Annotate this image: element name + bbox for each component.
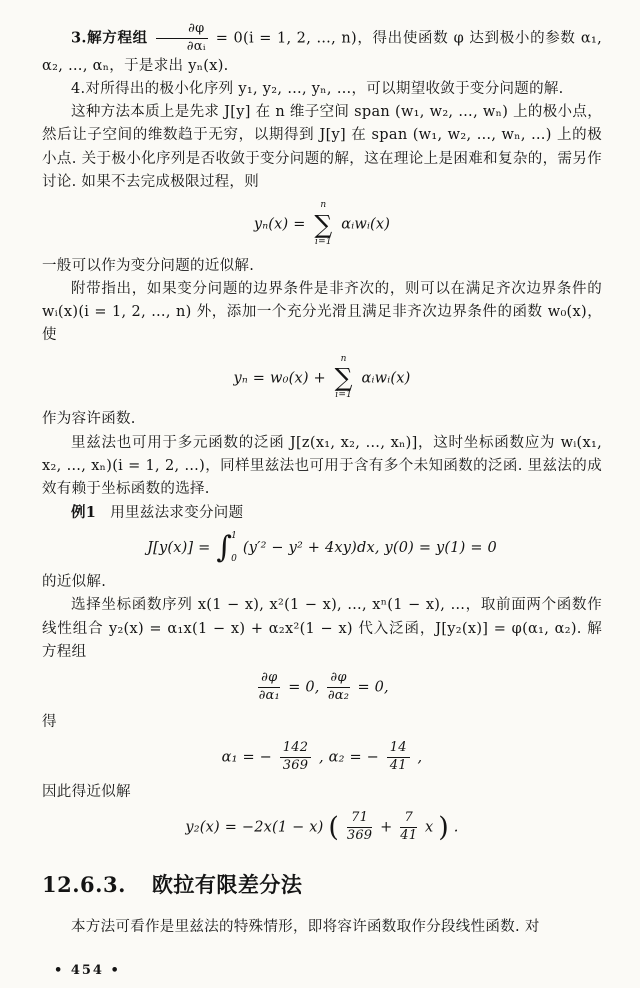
formula-J-rhs: (y′² − y² + 4xy)dx, y(0) = y(1) = 0 — [242, 540, 497, 557]
formula-yn2-rhs: αᵢwᵢ(x) — [361, 369, 411, 386]
paragraph-choose-basis — [42, 594, 602, 664]
paragraph-de — [42, 711, 602, 734]
sum-lower-limit: i=1 — [315, 236, 332, 247]
fraction-dphi-dalpha2: $\frac{\partial\varphi}{\text{∂α₂}}$ — [327, 670, 350, 703]
list-item-4 — [42, 78, 602, 101]
inline-fraction-dphi-dalphai: $\frac{\partial\varphi}{\text{∂αᵢ}}$ — [156, 22, 207, 55]
paragraph-outro — [42, 571, 602, 594]
final-text: 本方法可看作是里兹法的特殊情形，即将容许函数取作分段线性函数. 对 — [71, 918, 540, 935]
formula-J-lhs: J[y(x)] = — [147, 540, 211, 557]
example-intro-text: 用里兹法求变分问题 — [110, 505, 244, 522]
open-paren: ( — [328, 812, 340, 844]
paragraph-admissible — [42, 408, 602, 431]
integral-symbol: ∫ — [216, 530, 233, 566]
thus-text: 因此得近似解 — [42, 783, 131, 800]
admissible-text: 作为容许函数. — [42, 411, 136, 428]
example-heading — [42, 501, 602, 525]
de-text: 得 — [42, 713, 57, 730]
formula-yn-rhs: αᵢwᵢ(x) — [341, 216, 391, 233]
sigma-symbol: ∑ — [314, 209, 333, 239]
approx-text: 一般可以作为变分问题的近似解. — [42, 257, 255, 274]
y2-variable: x — [425, 819, 434, 836]
choose-text: 选择坐标函数序列 x(1 − x), x²(1 − x), …, xⁿ(1 − x), …，取前面两个函数作线性组合 y₂(x) = α₁x(1 − x) + α₂x²(1 − x) 代入泛函，J[y₂(x)] = φ(α₁, α₂). 解方程组 — [42, 597, 602, 660]
y2-lhs: y₂(x) = −2x(1 − x) — [185, 819, 324, 836]
outro-text: 的近似解. — [42, 574, 107, 591]
alpha1-lhs: α₁ = − — [221, 749, 272, 766]
integral-lower-limit: 0 — [231, 554, 238, 565]
fraction-7-41: $\frac{7}{41}$ — [400, 810, 418, 844]
paragraph-final — [42, 916, 602, 939]
paragraph-ritz-extension — [42, 432, 602, 502]
method-text: 这种方法本质上是先求 J[y] 在 n 维子空间 span (w₁, w₂, …, wₙ) 上的极小点，然后让子空间的维数趋于无穷，以期得到 J[y] 在 span (w₁, w₂, …, wₙ, …) 上的极小点. 关于极小化序列是否收敛于变分问题的解，这在理论上是困难和复杂的，需另作讨论. 如果不去完成极限过程，则 — [42, 104, 602, 190]
alpha-tail: , — [417, 749, 423, 766]
item3-text-before: 3.解方程组 — [71, 29, 148, 47]
item4-text: 4.对所得出的极小化序列 y₁, y₂, …, yₙ, …，可以期望收敛于变分问题的解. — [71, 81, 564, 98]
section-title: 欧拉有限差分法 — [151, 872, 303, 897]
list-item-3 — [42, 22, 602, 78]
partials-eq2: = 0, — [357, 679, 389, 696]
summation-operator — [314, 201, 332, 248]
fraction-dphi-dalpha1: $\frac{\partial\varphi}{\text{∂α₁}}$ — [258, 670, 280, 703]
alpha-separator: , — [319, 749, 324, 766]
formula-approximate-solution-y2 — [42, 811, 602, 844]
sum-upper-limit: n — [340, 353, 347, 364]
y2-tail: . — [453, 819, 459, 836]
summation-operator — [335, 355, 353, 402]
paragraph-method-description — [42, 101, 602, 194]
y2-plus: + — [380, 819, 393, 836]
formula-yn-sum — [42, 201, 602, 248]
sigma-symbol: ∑ — [334, 363, 353, 393]
sum-lower-limit: i=1 — [335, 390, 353, 401]
paragraph-approx-solution — [42, 255, 602, 278]
page-number: • 454 • — [54, 962, 121, 978]
formula-alpha-values — [42, 741, 602, 774]
formula-yn2-lhs: yₙ = w₀(x) + — [233, 369, 326, 386]
item3-text-after: = 0(i = 1, 2, …, n)，得出使函数 φ 达到极小的参数 α₁, α₂, …, αₙ，于是求出 yₙ(x). — [42, 30, 602, 74]
fraction-71-369: $\frac{71}{369}$ — [346, 810, 373, 844]
formula-functional-J — [42, 532, 602, 564]
section-number: 12.6.3. — [42, 872, 126, 897]
sum-upper-limit: n — [320, 200, 327, 210]
section-heading-12-6-3 — [42, 868, 602, 902]
alpha2-lhs: α₂ = − — [328, 749, 379, 766]
fraction-142-369: $\frac{142}{369}$ — [280, 741, 311, 774]
partials-eq1: = 0, — [288, 679, 320, 696]
example-label: 例1 — [71, 504, 97, 522]
integral-operator — [216, 532, 237, 564]
integral-upper-limit: 1 — [231, 531, 238, 542]
close-paren: ) — [438, 812, 449, 844]
paragraph-thus — [42, 781, 602, 804]
formula-yn-w0-sum — [42, 355, 602, 402]
fraction-14-41: $\frac{14}{41}$ — [387, 741, 410, 774]
formula-yn-lhs: yₙ(x) = — [253, 216, 306, 233]
ritz-text: 里兹法也可用于多元函数的泛函 J[z(x₁, x₂, …, xₙ)]，这时坐标函数应为 wᵢ(x₁, x₂, …, xₙ)(i = 1, 2, …)，同样里兹法也可用于含有多个未知函数的泛函. 里兹法的成效有赖于坐标函数的选择. — [42, 434, 602, 497]
note-text: 附带指出，如果变分问题的边界条件是非齐次的，则可以在满足齐次边界条件的 wᵢ(x)(i = 1, 2, …, n) 外，添加一个充分光滑且满足非齐次边界条件的函数 w₀(x)，使 — [42, 280, 602, 344]
paragraph-boundary-note — [42, 278, 602, 348]
formula-partial-derivatives — [42, 671, 602, 704]
